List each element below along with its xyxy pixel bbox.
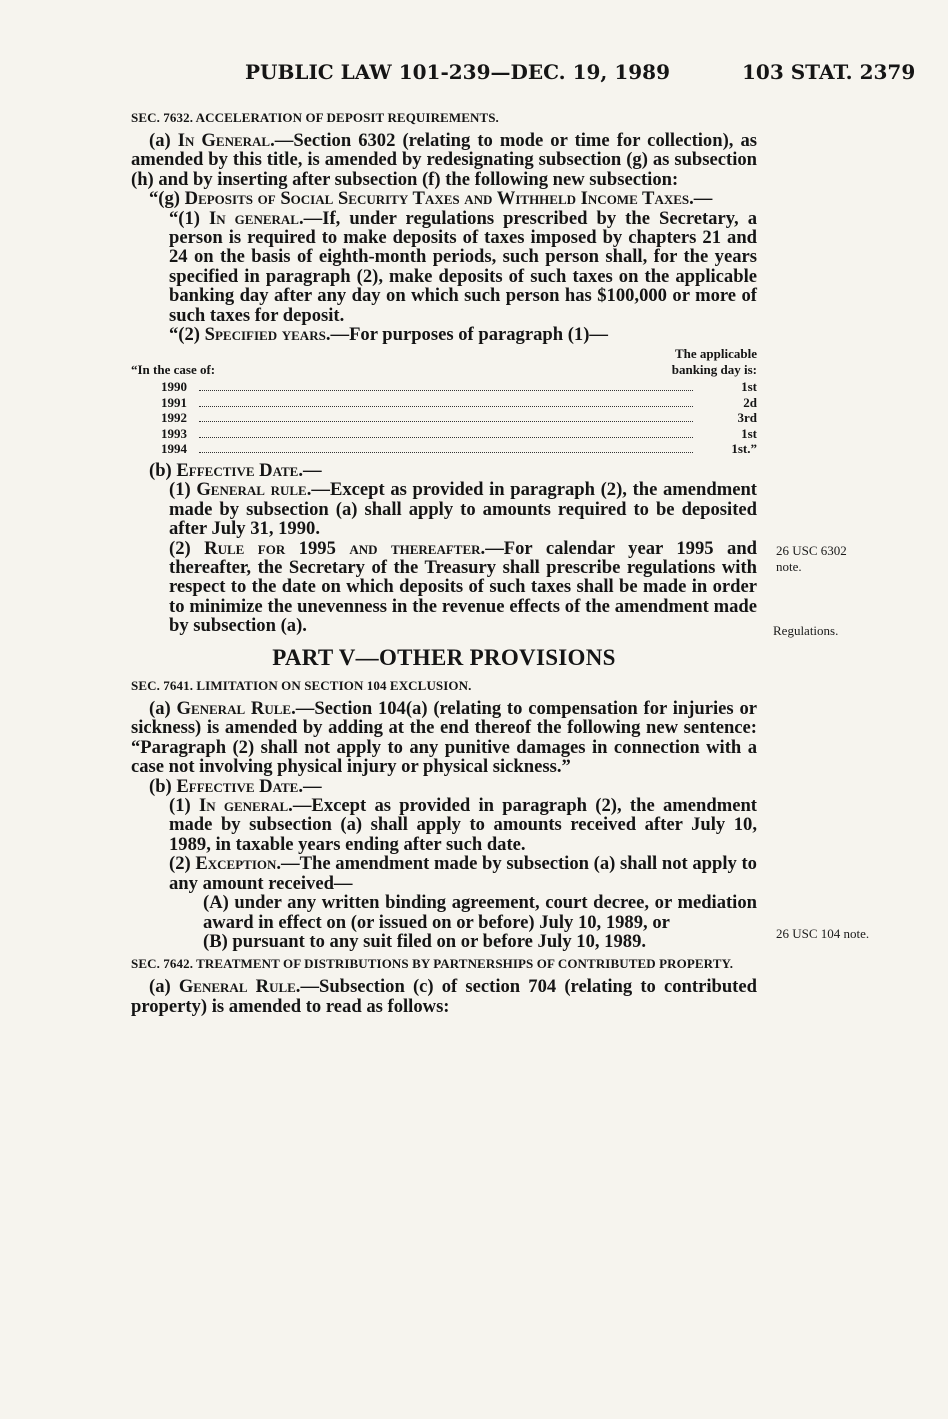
leader-dots xyxy=(199,406,693,407)
caption: Effective Date. xyxy=(176,775,303,797)
subsection-7641-b-body xyxy=(131,796,757,893)
caption: In general. xyxy=(209,207,304,229)
caption: Rule for 1995 and thereafter. xyxy=(204,537,486,559)
table-row: 1990 1st xyxy=(161,379,757,395)
column-header-case: “In the case of: xyxy=(131,361,216,377)
paragraph-g1: “(1) In general.—If, under regulations prescribed by the Secretary, a person is required to make deposits of taxes imposed by chapters 21 and 24 on the basis of eighth-month periods, such person shall, for the years specified in paragraph (2), make deposits of such taxes on the applicable banking day after any day on which such person has $100,000 or more of such taxes for deposit. xyxy=(169,207,757,326)
caption: Deposits of Social Security Taxes and Withheld Income Taxes. xyxy=(184,188,694,210)
paragraph-7632-a: (a) In General.—Section 6302 (relating to mode or time for collection), as amended by this title, is amended by redesignating subsection (g) as subsection (h) and by inserting after subsection (f) the following new subsection: xyxy=(131,130,757,190)
table-row: 1994 1st.” xyxy=(161,441,757,457)
margin-note-regulations: Regulations. xyxy=(773,623,839,638)
table-row: 1991 2d xyxy=(161,394,757,410)
paragraph-7641-a: (a) General Rule.—Section 104(a) (relating to compensation for injuries or sickness) is amended by adding at the end thereof the following new sentence: “Paragraph (2) shall not apply to any punitive damages in connection with a case not involving physical injury or physical sickness.” xyxy=(131,698,757,778)
subparagraph-B: (B) pursuant to any suit filed on or before July 10, 1989. xyxy=(203,930,647,952)
subsection-g-heading: “(g) Deposits of Social Security Taxes and Withheld Income Taxes.— xyxy=(149,188,713,210)
caption: General rule. xyxy=(196,479,312,501)
section-heading-7632: SEC. 7632. ACCELERATION OF DEPOSIT REQUIREMENTS. xyxy=(131,110,499,125)
banking-day-table xyxy=(131,346,757,457)
table-row: 1993 1st xyxy=(161,425,757,441)
paragraph-7641-b: (b) Effective Date.— xyxy=(149,775,322,797)
caption: In general. xyxy=(198,795,293,817)
column-header-banking-day: The applicable banking day is: xyxy=(671,346,757,377)
running-head-title: PUBLIC LAW 101-239—DEC. 19, 1989 xyxy=(245,60,670,84)
caption: Exception. xyxy=(195,853,282,875)
leader-dots xyxy=(199,437,693,438)
paragraph-7642-a: (a) General Rule.—Subsection (c) of section 704 (relating to contributed property) is amended to read as follows: xyxy=(131,976,757,1017)
paragraph-b1: (1) General rule.—Except as provided in paragraph (2), the amendment made by subsection (a) shall apply to amounts required to be deposited after July 31, 1990. xyxy=(169,479,757,540)
leader-dots xyxy=(199,390,693,391)
margin-note-usc-6302: 26 USC 6302 note. xyxy=(776,543,847,574)
caption: Effective Date. xyxy=(176,459,303,481)
main-text xyxy=(131,105,757,1016)
leader-dots xyxy=(199,452,693,453)
caption: In General. xyxy=(177,130,275,151)
section-heading-7642: SEC. 7642. TREATMENT OF DISTRIBUTIONS BY PARTNERSHIPS OF CONTRIBUTED PROPERTY. xyxy=(131,956,734,972)
caption: Specified years. xyxy=(204,324,331,346)
margin-note-usc-104: 26 USC 104 note. xyxy=(776,926,870,941)
subsection-g-body xyxy=(131,209,757,345)
page-citation: 103 STAT. 2379 xyxy=(742,60,916,84)
subparagraphs xyxy=(131,893,757,951)
table-row: 1992 3rd xyxy=(161,410,757,426)
caption: General Rule. xyxy=(178,976,301,998)
subsection-b-body xyxy=(131,480,757,635)
subparagraph-A: (A) under any written binding agreement, court decree, or mediation award in effect on (or issued on or before) July 10, 1989, or xyxy=(203,892,757,933)
paragraph-g2: “(2) Specified years.—For purposes of paragraph (1)— xyxy=(169,324,609,346)
caption: General Rule. xyxy=(176,698,296,720)
paragraph-7641-b2: (2) Exception.—The amendment made by subsection (a) shall not apply to any amount received— xyxy=(169,853,757,894)
paragraph-b2: (2) Rule for 1995 and thereafter.—For calendar year 1995 and thereafter, the Secretary of the Treasury shall prescribe regulations with respect to the date on which deposits of such taxes shall be made in order to minimize the unevenness in the revenue effects of the amendment made by subsection (a). xyxy=(169,537,757,637)
section-heading-7641: SEC. 7641. LIMITATION ON SECTION 104 EXCLUSION. xyxy=(131,678,472,694)
table-header xyxy=(131,346,757,377)
paragraph-7641-b1: (1) In general.—Except as provided in paragraph (2), the amendment made by subsection (a) shall apply to amounts received after July 10, 1989, in taxable years ending after such date. xyxy=(169,795,757,855)
paragraph-7632-b: (b) Effective Date.— xyxy=(149,459,322,481)
part-heading: PART V—OTHER PROVISIONS xyxy=(272,644,616,670)
leader-dots xyxy=(199,421,693,422)
